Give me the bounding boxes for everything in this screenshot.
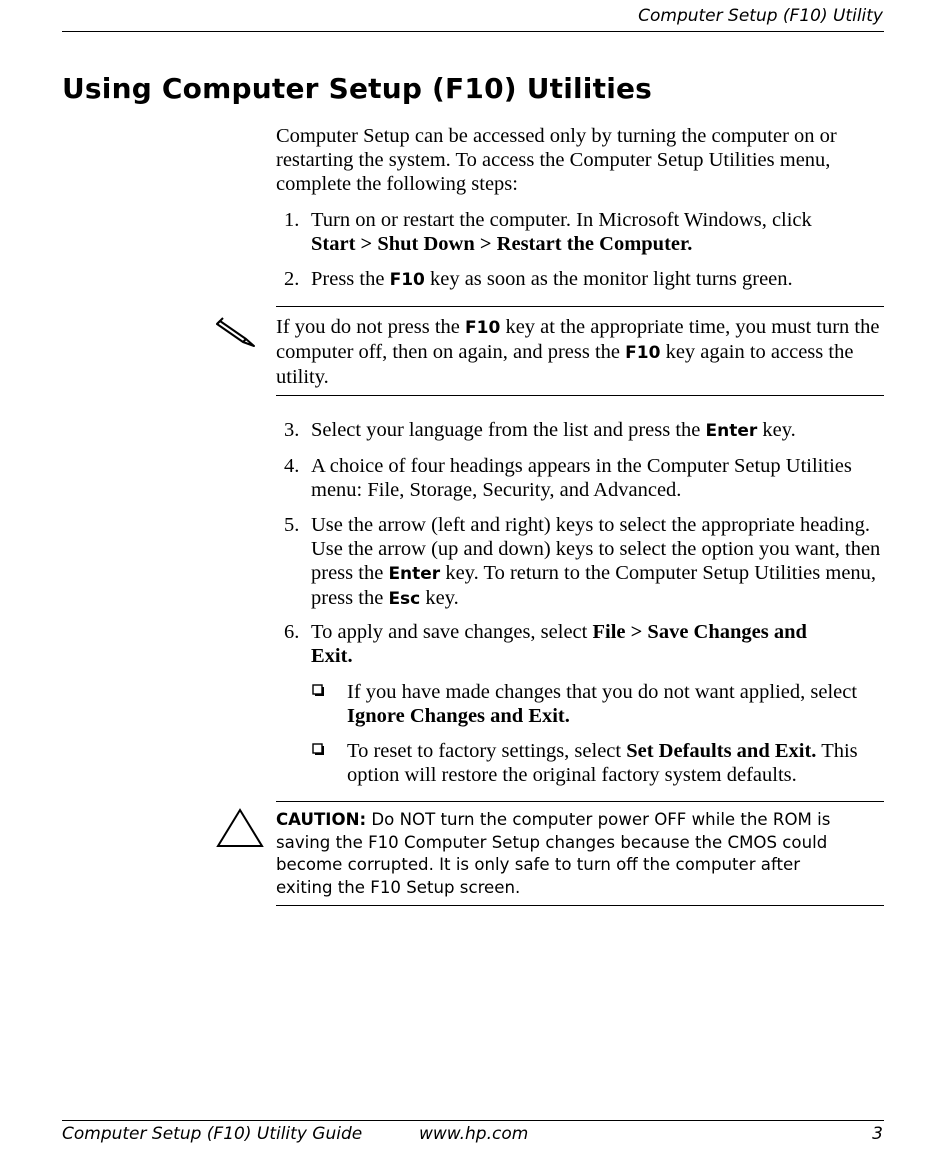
step-text <box>311 267 886 292</box>
header-rule <box>62 31 884 32</box>
key-f10: F10 <box>465 318 501 338</box>
caution-body: Do NOT turn the computer power OFF while the ROM is saving the F10 Computer Setup changes because the CMOS could become corrupted. It is only safe to turn off the computer after exiting the F10 Setup screen. <box>276 810 831 897</box>
note-bottom-rule <box>276 395 884 396</box>
step-number: 5. <box>284 514 300 536</box>
step-number: 2. <box>284 268 300 290</box>
key-esc: Esc <box>388 589 421 609</box>
key-enter: Enter <box>705 421 758 441</box>
note-text-c: key again to access the utility. <box>276 341 854 388</box>
caution-label: CAUTION: <box>276 810 367 829</box>
key-enter: Enter <box>388 564 441 584</box>
step-6-text-a: To apply and save changes, select <box>311 621 593 643</box>
sub-item-b-text-b: This option will restore the original factory system defaults. <box>347 740 858 786</box>
caution-bottom-rule <box>276 905 884 906</box>
step-number: 6. <box>284 621 300 643</box>
note-text-a: If you do not press the <box>276 316 466 338</box>
note-text <box>276 315 886 389</box>
step-text <box>311 418 886 443</box>
step-number: 1. <box>284 209 300 231</box>
note-text-b: key at the appropriate time, you must turn the computer off, then on again, and press the <box>276 316 880 363</box>
step-1-text: Turn on or restart the computer. In Microsoft Windows, click <box>311 209 812 231</box>
set-defaults-path: Set Defaults and Exit. <box>626 740 817 762</box>
step-text <box>311 208 886 256</box>
step-2-text-a: Press the <box>311 268 390 290</box>
note-top-rule <box>276 306 884 307</box>
key-f10: F10 <box>389 270 425 290</box>
ignore-changes-path: Ignore Changes and Exit. <box>347 705 570 727</box>
step-number: 4. <box>284 455 300 477</box>
pencil-icon <box>216 316 262 350</box>
step-5-text-b: key. To return to the Computer Setup Utilities menu, press the <box>311 562 877 609</box>
step-1-menu-path: Start > Shut Down > Restart the Computer. <box>311 233 693 255</box>
step-5-text-a: Use the arrow (left and right) keys to select the appropriate heading. Use the arrow (up and down) keys to select the option you want, then press the <box>311 514 881 584</box>
step-number: 3. <box>284 419 300 441</box>
step-3-text-a: Select your language from the list and press the <box>311 419 706 441</box>
sub-item-text <box>347 680 887 728</box>
intro-paragraph: Computer Setup can be accessed only by turning the computer on or restarting the system. To access the Computer Setup Utilities menu, complete the following steps: <box>276 125 837 195</box>
step-5-text-c: key. <box>420 587 459 609</box>
running-header: Computer Setup (F10) Utility <box>638 6 883 26</box>
sub-item-b-text-a: To reset to factory settings, select <box>347 740 627 762</box>
checkbox-bullet-icon <box>312 743 324 755</box>
section-title: Using Computer Setup (F10) Utilities <box>62 72 653 105</box>
step-text <box>311 620 811 668</box>
step-2-text-b: key as soon as the monitor light turns green. <box>424 268 793 290</box>
sub-item-a-text: If you have made changes that you do not want applied, select <box>347 681 858 703</box>
caution-top-rule <box>276 801 884 802</box>
page-number: 3 <box>872 1124 883 1144</box>
footer-url: www.hp.com <box>419 1124 529 1144</box>
checkbox-bullet-icon <box>312 684 324 696</box>
step-6-menu-path: File > Save Changes and Exit. <box>311 621 807 667</box>
caution-text <box>276 809 856 899</box>
step-text <box>311 513 886 611</box>
step-4-text: A choice of four headings appears in the Computer Setup Utilities menu: File, Storage, Security, and Advanced. <box>311 455 852 501</box>
key-f10: F10 <box>625 343 661 363</box>
warning-triangle-icon <box>216 808 264 848</box>
footer-guide-title: Computer Setup (F10) Utility Guide <box>62 1124 363 1144</box>
sub-item-text <box>347 739 887 787</box>
footer-rule <box>62 1120 884 1121</box>
step-3-text-b: key. <box>757 419 796 441</box>
